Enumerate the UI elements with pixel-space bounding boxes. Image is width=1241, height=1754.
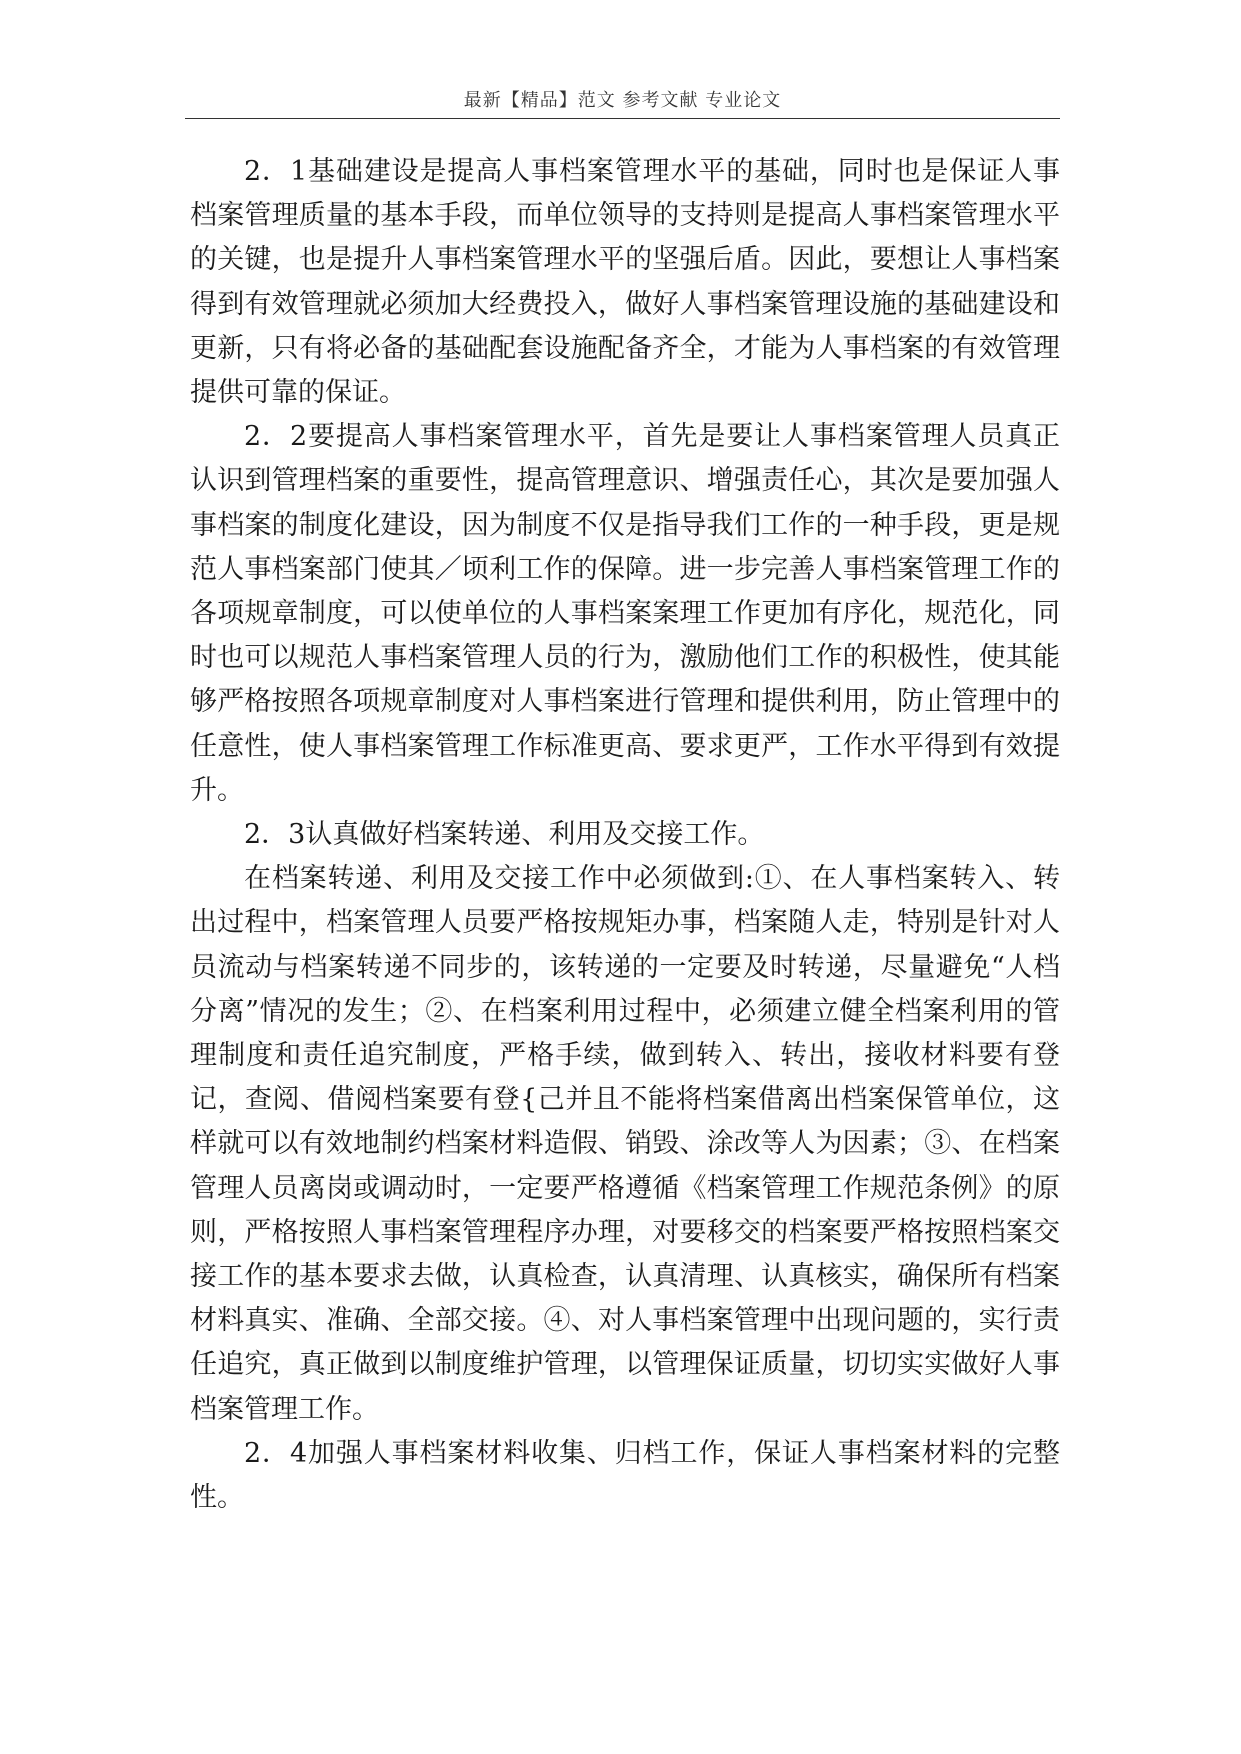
header-text: 最新【精品】范文 参考文献 专业论文 (463, 90, 782, 111)
paragraph-2-2: 2．2要提高人事档案管理水平，首先是要让人事档案管理人员真正认识到管理档案的重要性，提高管理意识、增强责任心，其次是要加强人事档案的制度化建设，因为制度不仅是指导我们工作的一种手段，更是规范人事档案部门使其／顷利工作的保障。进一步完善人事档案管理工作的各项规章制度，可以使单位的人事档案案理工作更加有序化，规范化，同时也可以规范人事档案管理人员的行为，激励他们工作的积极性，使其能够严格按照各项规章制度对人事档案进行管理和提供利用，防止管理中的任意性，使人事档案管理工作标准更高、要求更严，工作水平得到有效提升。 (190, 421, 1060, 806)
document-body (190, 150, 1060, 1520)
paragraph-2-1: 2．1基础建设是提高人事档案管理水平的基础，同时也是保证人事档案管理质量的基本手段，而单位领导的支持则是提高人事档案管理水平的关键，也是提升人事档案管理水平的坚强后盾。因此，要想让人事档案得到有效管理就必须加大经费投入，做好人事档案管理设施的基础建设和更新，只有将必备的基础配套设施配备齐全，才能为人事档案的有效管理提供可靠的保证。 (190, 156, 1060, 409)
paragraph-2-3: 2．3认真做好档案转递、利用及交接工作。 (244, 819, 765, 851)
page-header (185, 84, 1060, 119)
paragraph-2-4: 2．4加强人事档案材料收集、归档工作，保证人事档案材料的完整性。 (190, 1437, 1060, 1514)
paragraph-2-3-details: 在档案转递、利用及交接工作中必须做到:①、在人事档案转入、转出过程中，档案管理人员要严格按规矩办事，档案随人走，特别是针对人员流动与档案转递不同步的，该转递的一定要及时转递，尽量避免“人档分离”情况的发生；②、在档案利用过程中，必须建立健全档案利用的管理制度和责任追究制度，严格手续，做到转入、转出，接收材料要有登记，查阅、借阅档案要有登{己并且不能将档案借离出档案保管单位，这样就可以有效地制约档案材料造假、销毁、涂改等人为因素；③、在档案管理人员离岗或调动时，一定要严格遵循《档案管理工作规范条例》的原则，严格按照人事档案管理程序办理，对要移交的档案要严格按照档案交接工作的基本要求去做，认真检查，认真清理、认真核实，确保所有档案材料真实、准确、全部交接。④、对人事档案管理中出现问题的，实行责任追究，真正做到以制度维护管理，以管理保证质量，切切实实做好人事档案管理工作。 (190, 863, 1060, 1425)
